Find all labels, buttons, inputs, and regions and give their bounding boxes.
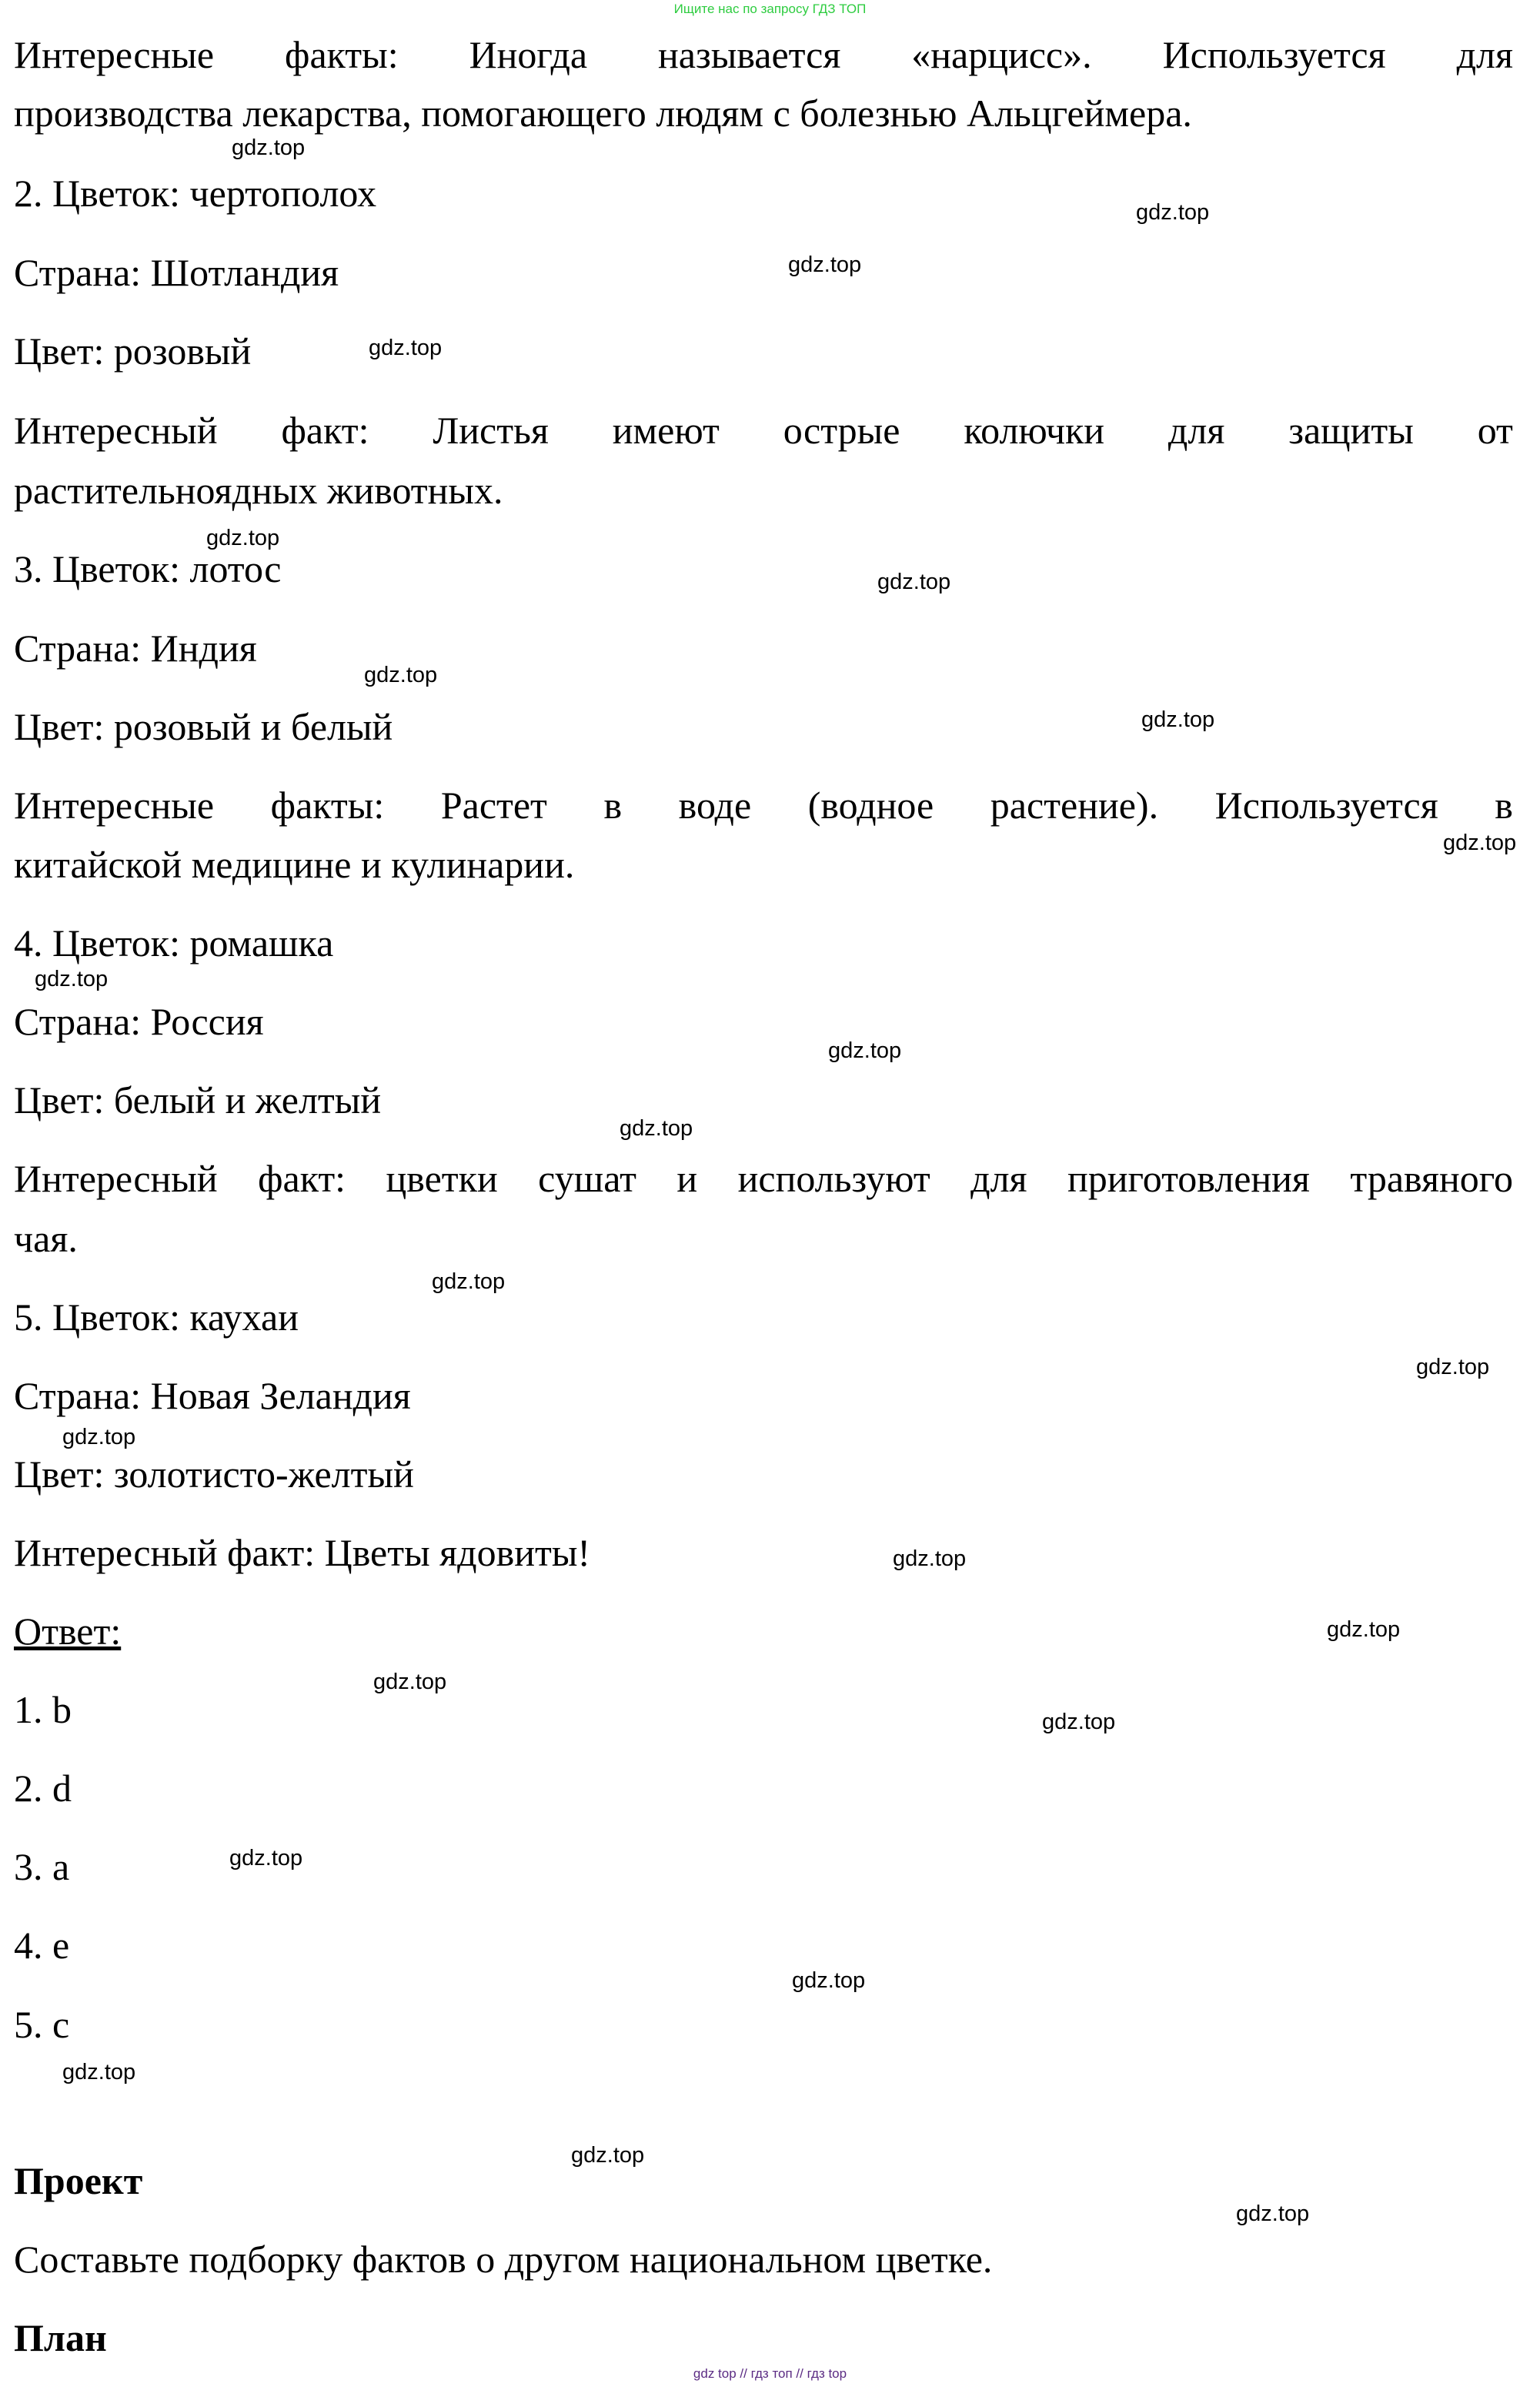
word: факты: [285, 33, 399, 76]
word: имеют [612, 409, 720, 452]
answer-2: 2. d [14, 1767, 72, 1810]
flower-3-color: Цвет: розовый и белый [14, 705, 393, 748]
watermark: gdz.top [828, 1038, 902, 1063]
word: используют [737, 1157, 930, 1200]
watermark: gdz.top [62, 2060, 136, 2084]
word: Используется [1162, 33, 1386, 76]
flower-2-color: Цвет: розовый [14, 329, 252, 373]
word: Иногда [469, 33, 588, 76]
project-heading: Проект [14, 2159, 143, 2202]
word: воде [678, 784, 752, 827]
word: «нарцисс». [911, 33, 1092, 76]
word: в [1495, 784, 1513, 827]
flower-5-name: 5. Цветок: каухаи [14, 1295, 299, 1339]
watermark: gdz.top [1443, 831, 1517, 855]
flower-2-name: 2. Цветок: чертополох [14, 172, 377, 215]
flower-5-fact: Интересный факт: Цветы ядовиты! [14, 1531, 591, 1574]
flower-4-color: Цвет: белый и желтый [14, 1078, 382, 1122]
answer-3: 3. a [14, 1845, 70, 1888]
word: в [603, 784, 623, 827]
fact-line-3a [14, 783, 1513, 827]
word: факт: [281, 409, 369, 452]
watermark: gdz.top [1416, 1355, 1490, 1379]
watermark: gdz.top [1236, 2201, 1310, 2226]
fact-line-2a [14, 408, 1513, 453]
word: для [1168, 409, 1225, 452]
fact-line-4a [14, 1156, 1513, 1201]
watermark: gdz.top [620, 1116, 693, 1141]
footer-banner[interactable]: gdz top // гдз топ // гдз top [693, 2366, 847, 2381]
answer-5: 5. c [14, 2003, 70, 2046]
word: Интересный [14, 409, 218, 452]
fact-line-1a [14, 32, 1513, 77]
fact-line-3b: китайской медицине и кулинарии. [14, 843, 575, 886]
word: Интересные [14, 784, 215, 827]
answer-label: Ответ: [14, 1610, 122, 1653]
watermark: gdz.top [206, 526, 280, 550]
fact-line-4b: чая. [14, 1217, 78, 1260]
header-banner[interactable]: Ищите нас по запросу ГДЗ ТОП [673, 2, 867, 16]
watermark: gdz.top [35, 967, 109, 991]
flower-4-country: Страна: Россия [14, 1000, 264, 1043]
watermark: gdz.top [792, 1968, 866, 1993]
word: растение). [990, 784, 1159, 827]
watermark: gdz.top [373, 1670, 447, 1694]
word: от [1477, 409, 1513, 452]
watermark: gdz.top [1141, 707, 1215, 732]
watermark: gdz.top [432, 1269, 506, 1294]
answer-4: 4. e [14, 1924, 70, 1967]
word: Используется [1214, 784, 1438, 827]
word: Растет [440, 784, 547, 827]
fact-line-2b: растительноядных животных. [14, 469, 503, 512]
watermark: gdz.top [62, 1425, 136, 1449]
watermark: gdz.top [1042, 1710, 1116, 1734]
watermark: gdz.top [229, 1846, 303, 1870]
word: защиты [1288, 409, 1414, 452]
flower-5-color: Цвет: золотисто-желтый [14, 1453, 414, 1496]
word: сушат [538, 1157, 636, 1200]
word: Листья [433, 409, 549, 452]
answer-1: 1. b [14, 1688, 72, 1731]
word: факты: [270, 784, 385, 827]
word: (водное [807, 784, 934, 827]
watermark: gdz.top [232, 135, 306, 160]
watermark: gdz.top [893, 1546, 967, 1571]
watermark: gdz.top [1327, 1617, 1401, 1642]
word: острые [783, 409, 900, 452]
flower-5-country: Страна: Новая Зеландия [14, 1374, 411, 1417]
word: колючки [964, 409, 1105, 452]
word: и [676, 1157, 698, 1200]
watermark: gdz.top [571, 2143, 645, 2168]
project-task: Составьте подборку фактов о другом национальном цветке. [14, 2238, 993, 2281]
word: Интересные [14, 33, 215, 76]
watermark: gdz.top [364, 663, 438, 687]
word: для [1456, 33, 1513, 76]
word: называется [658, 33, 841, 76]
word: факт: [258, 1157, 346, 1200]
watermark: gdz.top [369, 336, 443, 360]
word: цветки [386, 1157, 498, 1200]
flower-3-name: 3. Цветок: лотос [14, 547, 282, 590]
word: Интересный [14, 1157, 218, 1200]
word: травяного [1350, 1157, 1513, 1200]
word: для [970, 1157, 1027, 1200]
flower-3-country: Страна: Индия [14, 627, 257, 670]
watermark: gdz.top [877, 570, 951, 594]
fact-line-1b: производства лекарства, помогающего людям с болезнью Альцгеймера. [14, 92, 1192, 135]
plan-heading: План [14, 2316, 107, 2359]
watermark: gdz.top [1136, 200, 1210, 225]
watermark: gdz.top [788, 252, 862, 277]
word: приготовления [1067, 1157, 1310, 1200]
flower-2-country: Страна: Шотландия [14, 251, 339, 294]
flower-4-name: 4. Цветок: ромашка [14, 921, 334, 964]
